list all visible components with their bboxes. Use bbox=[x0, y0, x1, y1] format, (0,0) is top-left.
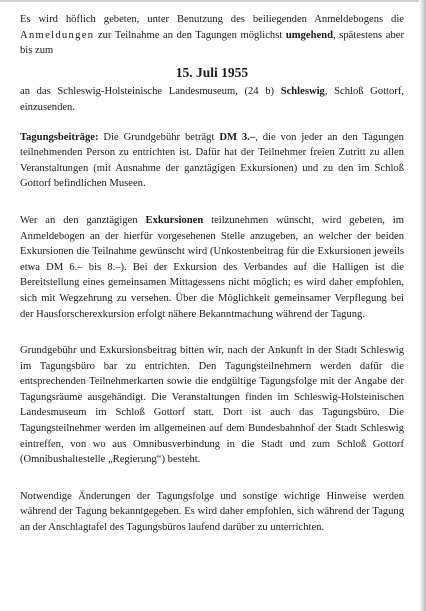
fees-heading: Tagungsbeiträge: bbox=[20, 131, 99, 143]
excursions-keyword: Exkursionen bbox=[145, 214, 204, 226]
document-body bbox=[20, 12, 404, 536]
page-right-edge-shadow bbox=[419, 0, 426, 611]
payment-paragraph: Grundgebühr und Exkursionsbeitrag bitten wir, nach der Ankunft in der Stadt Schleswig im Tagungsbüro bar zu entrichten. Den Tagungsteilnehmern werden dafür die entsprechenden Teilnehmerkarten sowie die endgültige Tagungsfolge mit der Angabe der Tagungsräume ausgehändigt. Die Veranstaltungen finden im Schleswig-Holsteinischen Landesmuseum im Schloß Gottorf statt. Dort ist auch das Tagungsbüro. Die Tagungsteilnehmer werden im allgemeinen auf dem Bundesbahnhof der Stadt Schleswig eintreffen, von wo aus Omnibusverbindung in die Stadt und zum Schloß Gottorf (Omnibushaltestelle „Regierung“) besteht. bbox=[20, 345, 404, 466]
page-top-edge bbox=[0, 0, 426, 2]
excursions-paragraph: Wer an den ganztägigen Exkursionen teilzunehmen wünscht, wird gebeten, im Anmeldebogen an der hierfür vorgesehenen Stelle anzugeben, an welcher der beiden Exkursionen die Teilnahme gewünscht wird (Unkostenbeitrag für die Exkursionen jeweils etwa DM 6.– bis 8.–). Bei der Exkursion des Verbandes auf die Halligen ist die Bereitstellung eines gemeinsamen Mittagessens nicht möglich; es wird daher empfohlen, sich mit Wegzehrung zu versehen. Über die Möglichkeit gemeinsamer Verpflegung bei der Hausforscherexkursion erfolgt nähere Bekanntmachung während der Tagung. bbox=[20, 214, 404, 320]
changes-paragraph: Notwendige Änderungen der Tagungsfolge und sonstige wichtige Hinweise werden während der Tagung bekanntgegeben. Es wird daher empfohlen, sich während der Tagung an der Anschlagtafel des Tagungsbüros laufend darüber zu unterrichten. bbox=[20, 490, 404, 534]
fee-amount: DM 3.– bbox=[219, 131, 256, 143]
registration-keyword: Anmeldungen bbox=[20, 29, 95, 41]
urgent-keyword: umgehend bbox=[285, 29, 333, 41]
registration-request-paragraph: Es wird höflich gebeten, unter Benutzung des beiliegenden Anmeldebogens die Anmeldungen zur Teilnahme an den Tagungen möglichst umgehend, spätestens aber bis zum bbox=[20, 14, 404, 57]
city-name: Schleswig bbox=[280, 86, 325, 98]
deadline-date: 15. Juli 1955 bbox=[175, 64, 249, 80]
fees-paragraph: Tagungsbeiträge: Die Grundgebühr beträgt DM 3.–, die von jeder an den Tagungen teilnehmenden Person zu entrichten ist. Dafür hat der Teilnehmer freien Zutritt zu allen Veranstaltungen (mit Ausnahme der ganztägigen Exkursionen) und zu den im Schloß Gottorf befindlichen Museen. bbox=[20, 131, 404, 190]
address-paragraph: an das Schleswig-Holsteinische Landesmuseum, (24 b) Schleswig, Schloß Gottorf, einzusenden. bbox=[20, 86, 404, 113]
